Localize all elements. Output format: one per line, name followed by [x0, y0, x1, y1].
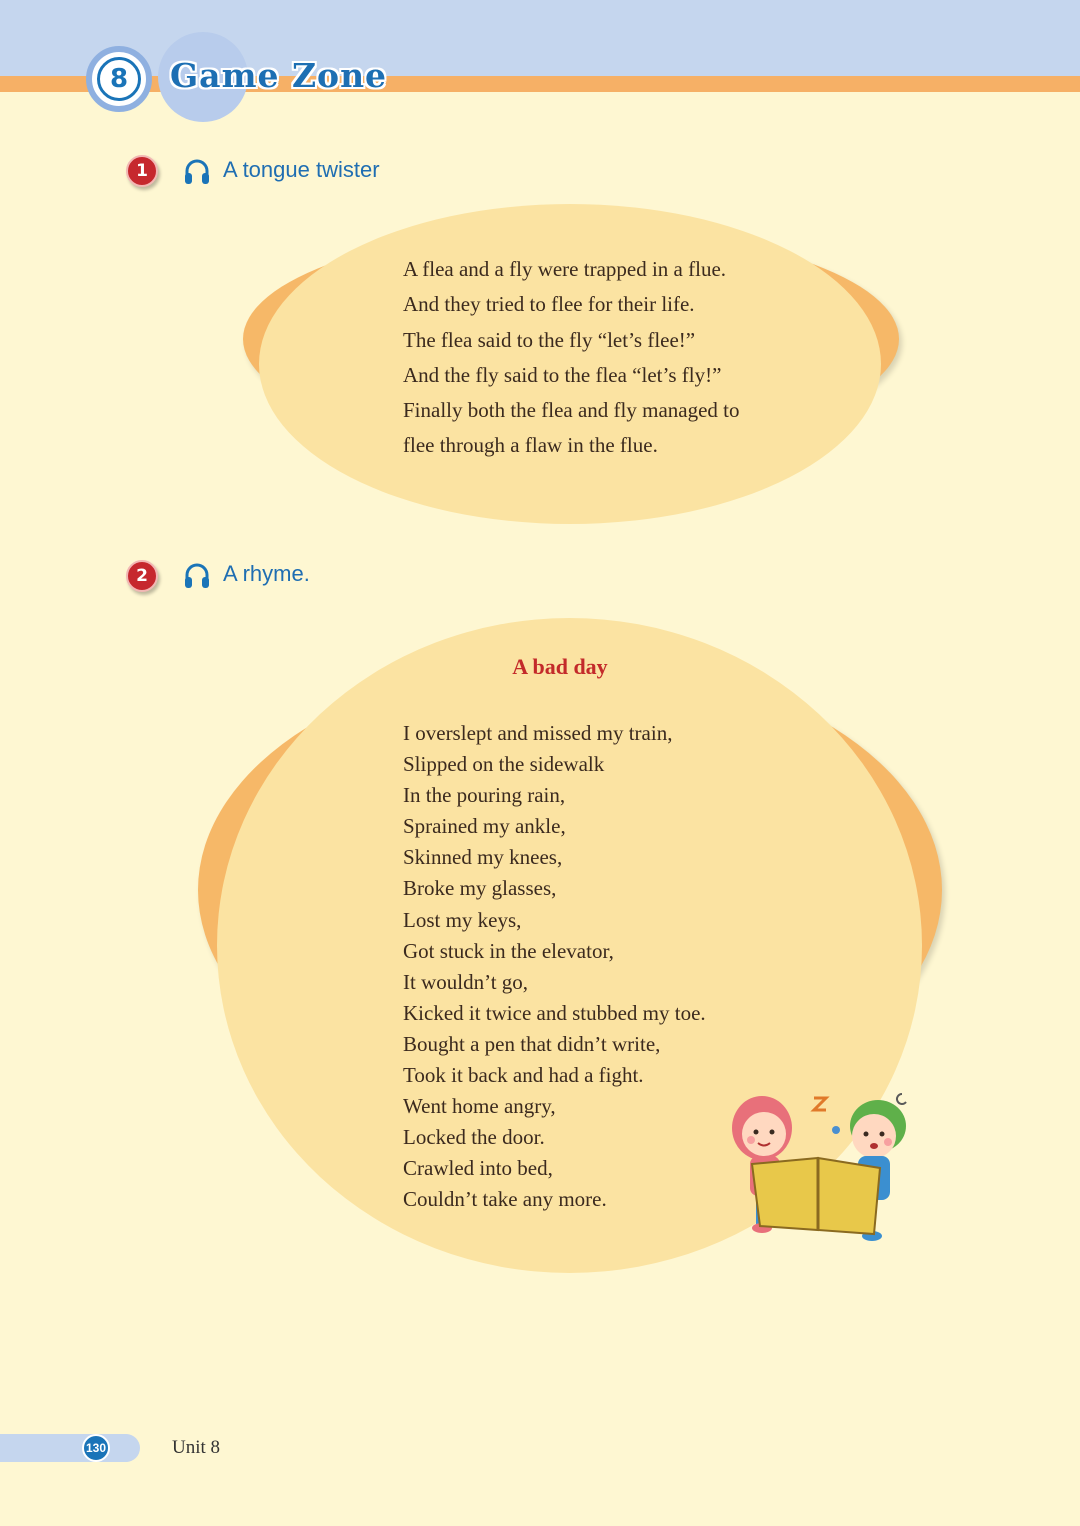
poem-line: The flea said to the fly “let’s flee!”: [403, 327, 696, 352]
page-number: 130: [82, 1434, 110, 1462]
poem-line: flee through a flaw in the flue.: [403, 433, 658, 458]
poem-line: Locked the door.: [403, 1125, 545, 1150]
task-number-badge: 2: [126, 560, 158, 592]
kids-reading-illustration: [722, 1088, 912, 1248]
poem-line: Finally both the flea and fly managed to: [403, 398, 740, 423]
footer-bar: [0, 1434, 140, 1462]
page-title: Game Zone: [170, 56, 388, 95]
poem-line: And the fly said to the flea “let’s fly!”: [403, 362, 722, 387]
headphones-icon[interactable]: [183, 562, 211, 590]
poem-line: Went home angry,: [403, 1094, 556, 1119]
poem-line: Got stuck in the elevator,: [403, 938, 614, 963]
task-label-tongue-twister: A tongue twister: [223, 157, 380, 182]
task-number-badge: 1: [126, 155, 158, 187]
task-label-rhyme: A rhyme.: [223, 561, 310, 586]
poem-line: Crawled into bed,: [403, 1156, 553, 1181]
poem-line: Took it back and had a fight.: [403, 1063, 644, 1088]
rhyme-text: [403, 718, 706, 1216]
poem-line: In the pouring rain,: [403, 783, 566, 808]
poem-line: Lost my keys,: [403, 907, 522, 932]
poem-line: Bought a pen that didn’t write,: [403, 1031, 661, 1056]
poem-line: Skinned my knees,: [403, 845, 563, 870]
unit-label: Unit 8: [172, 1437, 221, 1458]
tongue-twister-text: [403, 252, 740, 464]
poem-line: Slipped on the sidewalk: [403, 752, 605, 777]
poem-line: A flea and a fly were trapped in a flue.: [403, 257, 727, 281]
unit-number-badge: [86, 46, 152, 112]
poem-line: It wouldn’t go,: [403, 969, 529, 994]
poem-line: I overslept and missed my train,: [403, 721, 673, 745]
unit-number: 8: [97, 57, 141, 101]
poem-line: Kicked it twice and stubbed my toe.: [403, 1000, 706, 1025]
poem-title: A bad day: [512, 654, 608, 679]
poem-line: Couldn’t take any more.: [403, 1187, 607, 1212]
poem-line: Sprained my ankle,: [403, 814, 566, 839]
poem-line: Broke my glasses,: [403, 876, 557, 901]
headphones-icon[interactable]: [183, 158, 211, 186]
poem-line: And they tried to flee for their life.: [403, 292, 695, 317]
